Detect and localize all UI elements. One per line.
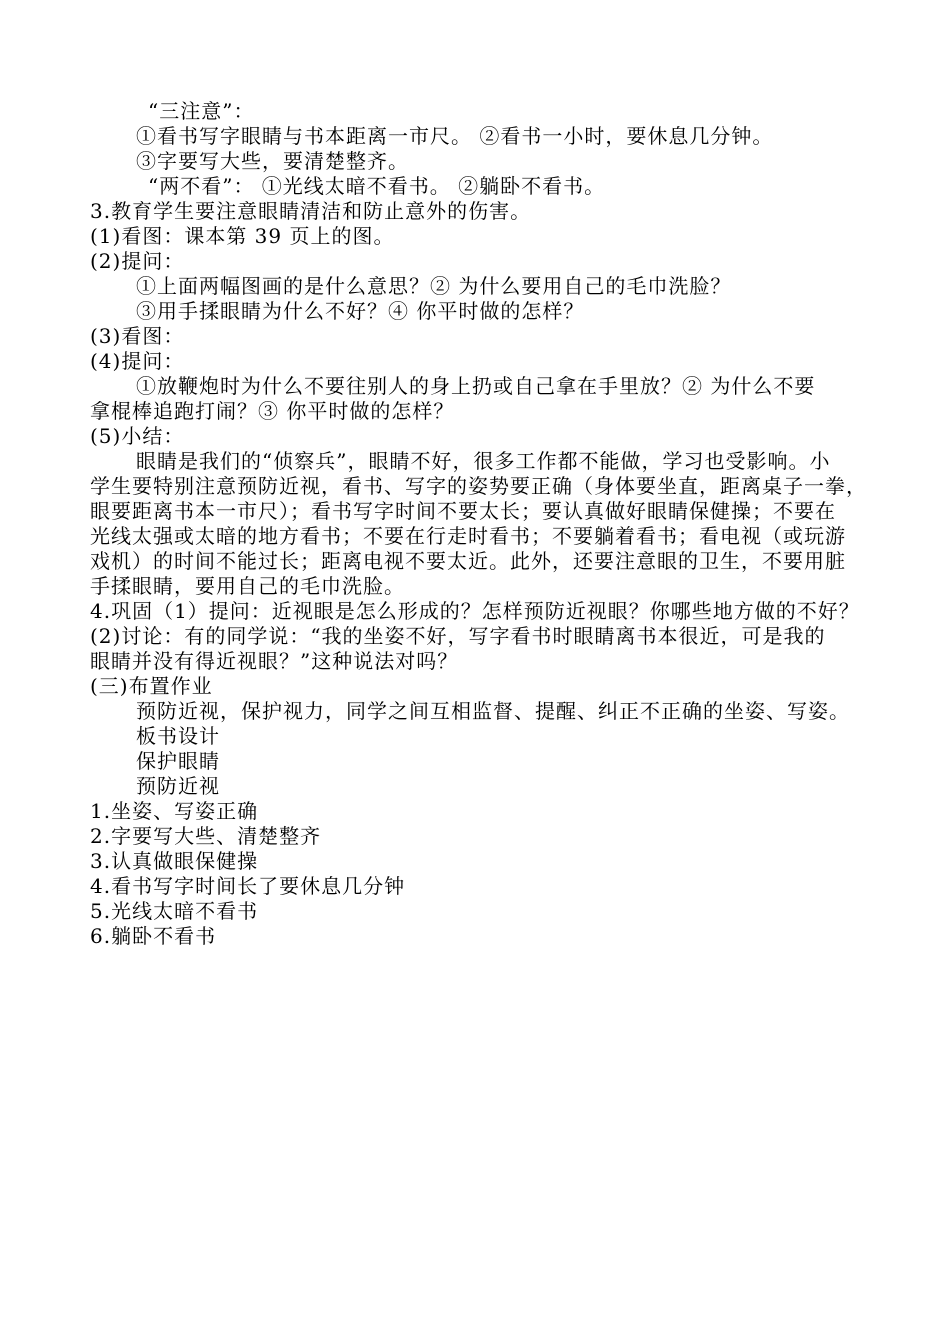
text-line-6: (1)看图：课本第 39 页上的图。 (90, 224, 395, 248)
text-line-25: 预防近视，保护视力，同学之间互相监督、提醒、纠正不正确的坐姿、写姿。 (136, 699, 850, 723)
text-line-8: ①上面两幅图画的是什么意思？② 为什么要用自己的毛巾洗脸？ (136, 274, 732, 298)
text-line-24: (三)布置作业 (90, 674, 213, 698)
text-line-20: 手揉眼睛，要用自己的毛巾洗脸。 (90, 574, 405, 598)
text-line-7: (2)提问： (90, 249, 185, 273)
text-line-9: ③用手揉眼睛为什么不好？④ 你平时做的怎样？ (136, 299, 585, 323)
text-line-15: 眼睛是我们的“侦察兵”，眼睛不好，很多工作都不能做，学习也受影响。小 (136, 449, 831, 473)
text-line-26: 板书设计 (136, 724, 220, 748)
text-line-23: 眼睛并没有得近视眼？”这种说法对吗？ (90, 649, 459, 673)
text-line-19: 戏机）的时间不能过长；距离电视不要太近。此外，还要注意眼的卫生，不要用脏 (90, 549, 846, 573)
text-line-1: “三注意”： (148, 99, 255, 123)
text-line-12: ①放鞭炮时为什么不要往别人的身上扔或自己拿在手里放？② 为什么不要 (136, 374, 816, 398)
text-line-21: 4.巩固（1）提问：近视眼是怎么形成的？怎样预防近视眼？你哪些地方做的不好？ (90, 599, 860, 623)
text-line-10: (3)看图： (90, 324, 185, 348)
text-line-3: ③字要写大些，要清楚整齐。 (136, 149, 409, 173)
text-line-16: 学生要特别注意预防近视，看书、写字的姿势要正确（身体要坐直，距离桌子一拳， (90, 474, 867, 498)
text-line-30: 2.字要写大些、清楚整齐 (90, 824, 322, 848)
text-line-17: 眼要距离书本一市尺）；看书写字时间不要太长；要认真做好眼睛保健操；不要在 (90, 499, 836, 523)
text-line-11: (4)提问： (90, 349, 185, 373)
text-line-31: 3.认真做眼保健操 (90, 849, 259, 873)
text-line-22: (2)讨论：有的同学说：“我的坐姿不好，写字看书时眼睛离书本很近，可是我的 (90, 624, 826, 648)
text-line-13: 拿棍棒追跑打闹？③ 你平时做的怎样？ (90, 399, 455, 423)
text-line-29: 1.坐姿、写姿正确 (90, 799, 259, 823)
text-line-4: “两不看”： ①光线太暗不看书。 ②躺卧不看书。 (148, 174, 606, 198)
text-line-32: 4.看书写字时间长了要休息几分钟 (90, 874, 406, 898)
text-line-27: 保护眼睛 (136, 749, 220, 773)
text-line-28: 预防近视 (136, 774, 220, 798)
text-line-33: 5.光线太暗不看书 (90, 899, 259, 923)
text-line-34: 6.躺卧不看书 (90, 924, 217, 948)
text-line-5: 3.教育学生要注意眼睛清洁和防止意外的伤害。 (90, 199, 532, 223)
text-line-2: ①看书写字眼睛与书本距离一市尺。 ②看书一小时，要休息几分钟。 (136, 124, 774, 148)
text-line-18: 光线太强或太暗的地方看书；不要在行走时看书；不要躺着看书；看电视（或玩游 (90, 524, 846, 548)
text-line-14: (5)小结： (90, 424, 185, 448)
